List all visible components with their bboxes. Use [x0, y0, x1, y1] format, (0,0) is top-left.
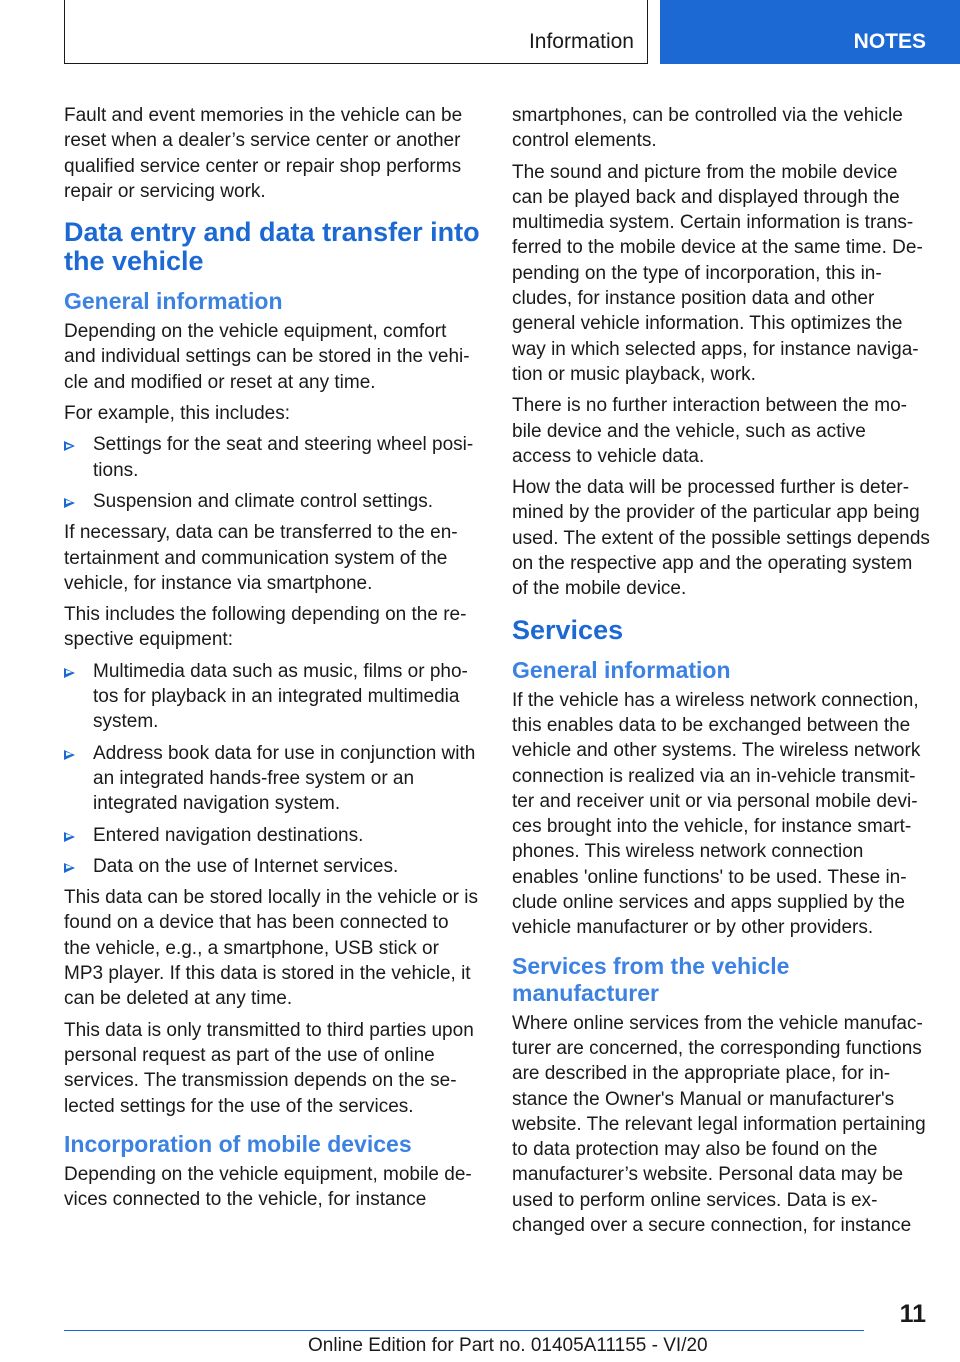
list-item: Settings for the seat and steering wheel positions.: [64, 432, 480, 483]
paragraph-continued: smartphones, can be controlled via the vehicle control elements.: [512, 105, 903, 152]
paragraph-intro: Fault and event memories in the vehicle can be reset when a dealer’s service center or another qualified service center or repair shop performs repair or servicing work.: [64, 105, 463, 202]
paragraph-includes: This includes the following depending on the respective equipment:: [64, 604, 467, 651]
list-item: Data on the use of Internet services.: [64, 854, 480, 879]
triangle-bullet-icon: [64, 441, 75, 451]
paragraph-general: Depending on the vehicle equipment, comfort and individual settings can be stored in the vehicle and modified or reset at any time.: [64, 321, 470, 393]
header-chapter-tab: NOTES: [660, 0, 960, 64]
triangle-bullet-icon: [64, 863, 75, 873]
list-item: Suspension and climate control settings.: [64, 489, 480, 514]
paragraph-third-parties: This data is only transmitted to third parties upon personal request as part of the use of online services. The transmission depends on the selected settings for the use of the services.: [64, 1019, 474, 1117]
triangle-bullet-icon: [64, 498, 75, 508]
paragraph-sound-picture: The sound and picture from the mobile device can be played back and displayed through the multimedia system. Certain information is transferred to the mobile device at the same time. Depending on the type of incorporation, this includes, for instance position data and other general vehicle information. This optimizes the way in which selected apps, for instance navigation or music playback, work.: [512, 161, 923, 385]
left-column: [64, 103, 480, 1218]
page-number: 11: [899, 1300, 926, 1328]
paragraph-manufacturer: Where online services from the vehicle manufacturer are concerned, the corresponding functions are described in the appropriate place, for instance the Owner's Manual or manufacturer's website. The relevant legal information pertaining to data protection may also be found on the manufacturer’s website. Personal data may be used to perform online services. Data is exchanged over a secure connection, for instance: [512, 1012, 926, 1236]
header-section-title: Information: [528, 30, 634, 53]
footer-edition: Online Edition for Part no. 01405A11155 - VI/20: [308, 1335, 708, 1356]
paragraph-wireless: If the vehicle has a wireless network connection, this enables data to be exchanged between the vehicle and other systems. The wireless network connection is realized via an in-vehicle transmitter and receiver unit or via personal mobile devices brought into the vehicle, for instance smartphones. This wireless network connection enables 'online functions' to be used. These include online services and apps supplied by the vehicle manufacturer or by other providers.: [512, 689, 921, 939]
triangle-bullet-icon: [64, 750, 75, 760]
subheading-general-information: General information: [512, 656, 731, 683]
bullet-list-settings: [64, 432, 480, 514]
paragraph-interaction: There is no further interaction between the mobile device and the vehicle, such as active access to vehicle data.: [512, 395, 907, 467]
subheading-general-information: General information: [64, 288, 283, 315]
paragraph-transfer: If necessary, data can be transferred to the entertainment and communication system of the vehicle, for instance via smartphone.: [64, 522, 458, 594]
right-column: [512, 103, 930, 1244]
heading-data-entry: Data entry and data transfer into the vehicle: [64, 217, 480, 277]
list-item: Entered navigation destinations.: [64, 823, 480, 848]
footer-divider: [64, 1330, 864, 1331]
triangle-bullet-icon: [64, 832, 75, 842]
paragraph-processed: How the data will be processed further is determined by the provider of the particular app being used. The extent of the possible settings depends on the respective app and the operating system of the mobile device.: [512, 477, 930, 600]
triangle-bullet-icon: [64, 668, 75, 678]
list-item: Multimedia data such as music, films or photos for playback in an integrated multimedia system.: [64, 659, 480, 735]
subheading-services-manufacturer: Services from the vehicle manufacturer: [512, 952, 790, 1006]
paragraph-mobile: Depending on the vehicle equipment, mobile devices connected to the vehicle, for instance: [64, 1163, 472, 1211]
list-item: Address book data for use in conjunction with an integrated hands-free system or an integrated navigation system.: [64, 741, 480, 817]
bullet-list-data-types: [64, 659, 480, 879]
heading-services: Services: [512, 614, 624, 645]
subheading-mobile-devices: Incorporation of mobile devices: [64, 1130, 412, 1157]
paragraph-example: For example, this includes:: [64, 403, 290, 425]
paragraph-stored: This data can be stored locally in the vehicle or is found on a device that has been connected to the vehicle, e.g., a smartphone, USB stick or MP3 player. If this data is stored in the vehicle, it can be deleted at any time.: [64, 887, 478, 1010]
